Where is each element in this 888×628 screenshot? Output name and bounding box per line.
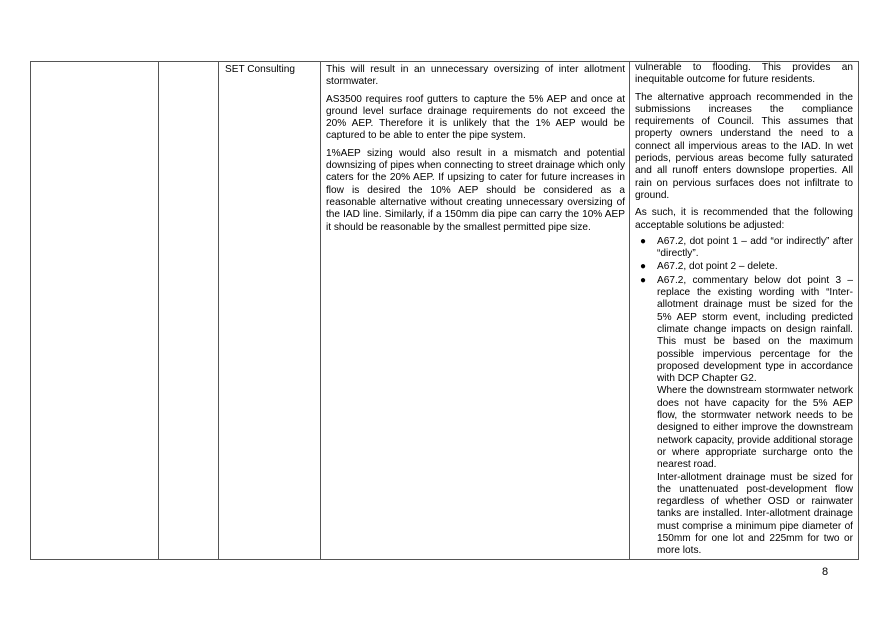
response-paragraph: vulnerable to flooding. This provides an inequitable outcome for future residents.	[635, 62, 853, 86]
list-item	[635, 236, 853, 261]
submissions-table	[30, 61, 859, 560]
submitter-cell	[219, 62, 321, 560]
response-cell	[630, 62, 859, 560]
list-item	[635, 261, 853, 273]
list-item-text: A67.2, commentary below dot point 3 – replace the existing wording with “Inter-allotment drainage must be sized for the 5% AEP storm event, including predicted climate change impacts on design rainfall. This must be based on the maximum possible impervious percentage for the proposed development type in accordance with DCP Chapter G2.	[657, 274, 853, 385]
list-item-text: A67.2, dot point 1 – add “or indirectly” after “directly”.	[657, 235, 853, 260]
submitter-name: SET Consulting	[225, 64, 295, 75]
page-number: 8	[822, 566, 829, 578]
response-paragraph: The alternative approach recommended in the submissions increases the compliance requirements of Council. This assumes that property owners understand the need to a connect all impervious areas to the IAD. In wet periods, pervious areas become fully saturated and all runoff enters downslope properties. All rain on pervious surfaces does not infiltrate to ground.	[635, 91, 853, 201]
comment-cell	[321, 62, 630, 560]
list-item-text: A67.2, dot point 2 – delete.	[657, 261, 778, 273]
list-item	[635, 275, 853, 558]
comment-paragraph: 1%AEP sizing would also result in a mismatch and potential downsizing of pipes when connecting to street drainage which only caters for the 20% AEP. If upsizing to cater for future increases in flow is desired the 10% AEP should be considered as a reasonable alternative without creating unnecessary oversizing of the IAD line. Similarly, if a 150mm dia pipe can carry the 10% AEP it should be reasonable by the smallest permitted pipe size.	[326, 147, 625, 233]
response-paragraph: As such, it is recommended that the following acceptable solutions be adjusted:	[635, 207, 853, 231]
list-item-continuation: Where the downstream stormwater network does not have capacity for the 5% AEP flow, the stormwater network needs to be designed to either improve the downstream network capacity, provide additional storage or where appropriate surcharge onto the nearest road.	[657, 385, 853, 471]
table-cell-blank-2	[159, 62, 219, 560]
list-item-continuation: Inter-allotment drainage must be sized for the unattenuated post-development flow regardless of whether OSD or rainwater tanks are installed. Inter-allotment drainage must comprise a minimum pipe diameter of 150mm for one lot and 225mm for two or more lots.	[657, 471, 853, 557]
bullet-icon: ●	[640, 261, 647, 273]
recommendation-list	[635, 236, 853, 558]
comment-paragraph: This will result in an unnecessary oversizing of inter allotment stormwater.	[326, 64, 625, 88]
table-cell-blank-1	[31, 62, 159, 560]
comment-paragraph: AS3500 requires roof gutters to capture the 5% AEP and once at ground level surface drainage requirements do not exceed the 20% AEP. Therefore it is unlikely that the 1% AEP would be captured to be able to enter the pipe system.	[326, 93, 625, 142]
bullet-icon: ●	[640, 235, 647, 247]
table-row	[31, 62, 859, 560]
bullet-icon: ●	[640, 274, 647, 286]
